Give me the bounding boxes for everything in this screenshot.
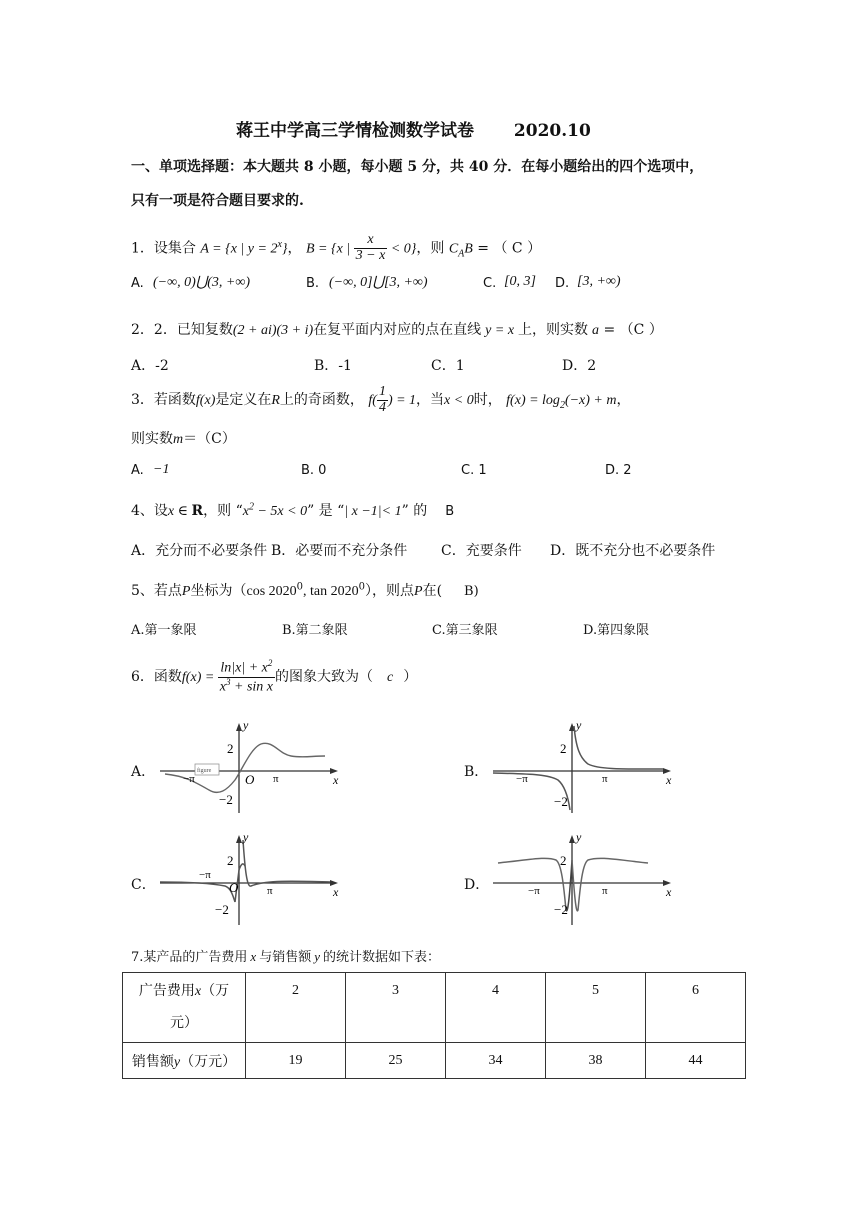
svg-text:O: O <box>229 880 239 895</box>
graph-option-c <box>155 830 345 930</box>
page-title <box>236 116 591 141</box>
q3-fraction: $\frac{1}{4}$ <box>378 383 386 415</box>
graph-option-a-label: A． <box>131 764 156 780</box>
svg-text:2: 2 <box>227 741 234 756</box>
svg-text:2: 2 <box>560 741 567 756</box>
title-date: 2020.10 <box>513 121 591 141</box>
question-3: 3．若函数f(x)是定义在R上的奇函数， f( $\frac{1}{4}$ ) = 1，当x < 0时， $f(x) = \log_2(-x) + m$， <box>131 383 631 415</box>
table-cell: 4 <box>446 973 546 1043</box>
svg-text:figure: figure <box>197 768 212 774</box>
svg-text:−2: −2 <box>215 902 229 917</box>
question-6: 6．函数f(x) = $\frac{\ln|x| + x^2}{x^3 + \sin x}$ 的图象大致为（ c ） <box>131 658 418 695</box>
table-cell: 44 <box>646 1043 746 1079</box>
question-7: 7.某产品的广告费用 x 与销售额 y 的统计数据如下表： <box>131 949 440 965</box>
svg-text:x: x <box>333 885 339 899</box>
graph-option-a <box>155 718 345 818</box>
svg-text:−π: −π <box>199 869 211 881</box>
table-cell: 2 <box>246 973 346 1043</box>
svg-text:2: 2 <box>560 853 567 868</box>
q5-options: A.第一象限 B.第二象限 C.第三象限 D.第四象限 <box>131 623 650 638</box>
table-cell: 6 <box>646 973 746 1043</box>
svg-text:π: π <box>267 885 273 897</box>
svg-text:−2: −2 <box>219 792 233 807</box>
svg-text:−2: −2 <box>554 902 568 917</box>
svg-text:−2: −2 <box>554 794 568 809</box>
question-4: 4、设x ∈ R，则 “$x^2 - 5x < 0$” 是 “| x −1|< 1” 的 B <box>131 501 455 519</box>
table-cell: 34 <box>446 1043 546 1079</box>
table-cell: 25 <box>346 1043 446 1079</box>
question-5: 5、若点P坐标为（cos 2020$^0$, tan 2020$^0$），则点P在( B) <box>131 581 479 599</box>
table-row-label: 广告费用x（万 元） <box>123 973 246 1043</box>
question-2: 2．2．已知复数(2 + ai)(3 + i)在复平面内对应的点在直线 y = x 上，则实数 a = （C ） <box>131 322 663 338</box>
graph-option-d <box>488 830 678 930</box>
q2-options: A．-2 B．-1 C．1 D．2 <box>131 358 597 374</box>
section-header-line1: 一、单项选择题：本大题共 8 小题，每小题 5 分，共 40 分．在每小题给出的四个选项中， <box>131 159 704 175</box>
svg-text:x: x <box>666 885 672 899</box>
table-row <box>123 973 746 1043</box>
graph-option-b <box>488 718 678 818</box>
svg-text:y: y <box>576 830 582 844</box>
graph-option-c-label: C． <box>131 877 156 893</box>
q6-fraction: $\frac{\ln|x| + x^2}{x^3 + \sin x}$ <box>219 658 274 695</box>
svg-text:−π: −π <box>183 773 195 785</box>
table-cell: 38 <box>546 1043 646 1079</box>
svg-text:π: π <box>602 773 608 785</box>
svg-text:y: y <box>576 718 582 732</box>
question-1: 1．设集合 A = {x | $y = 2^x$}， B = {x | $\frac{x}{3 - x}$ < 0}，则 $C_AB$ = （ C ） <box>131 232 542 264</box>
data-table <box>122 972 746 1079</box>
q4-options: A．充分而不必要条件 B．必要而不充分条件 C．充要条件 D．既不充分也不必要条件 <box>131 543 716 559</box>
table-cell: 5 <box>546 973 646 1043</box>
table-row-label: 销售额y（万元） <box>123 1043 246 1079</box>
svg-text:−π: −π <box>516 773 528 785</box>
svg-text:y: y <box>243 830 249 844</box>
section-header-line2: 只有一项是符合题目要求的. <box>131 193 304 209</box>
q1-options: A. (−∞, 0)⋃(3, +∞) B. (−∞, 0]⋃[3, +∞) C. [0, 3] D. [3, +∞) <box>131 274 621 291</box>
question-3-line2: 则实数m＝（C） <box>131 431 236 447</box>
table-cell: 19 <box>246 1043 346 1079</box>
svg-text:2: 2 <box>227 853 234 868</box>
svg-text:x: x <box>666 773 672 787</box>
svg-text:π: π <box>273 773 279 785</box>
graph-option-b-label: B． <box>464 764 489 780</box>
q1-fraction: $\frac{x}{3 - x}$ <box>355 232 386 264</box>
svg-text:π: π <box>602 885 608 897</box>
svg-text:x: x <box>333 773 339 787</box>
table-cell: 3 <box>346 973 446 1043</box>
svg-text:y: y <box>243 718 249 732</box>
svg-text:−π: −π <box>528 885 540 897</box>
svg-text:O: O <box>245 772 255 787</box>
graph-option-d-label: D． <box>464 877 490 893</box>
table-row <box>123 1043 746 1079</box>
title-text: 蒋王中学高三学情检测数学试卷 <box>236 121 474 141</box>
q3-options: A. −1 B. 0 C. 1 D. 2 <box>131 462 632 478</box>
